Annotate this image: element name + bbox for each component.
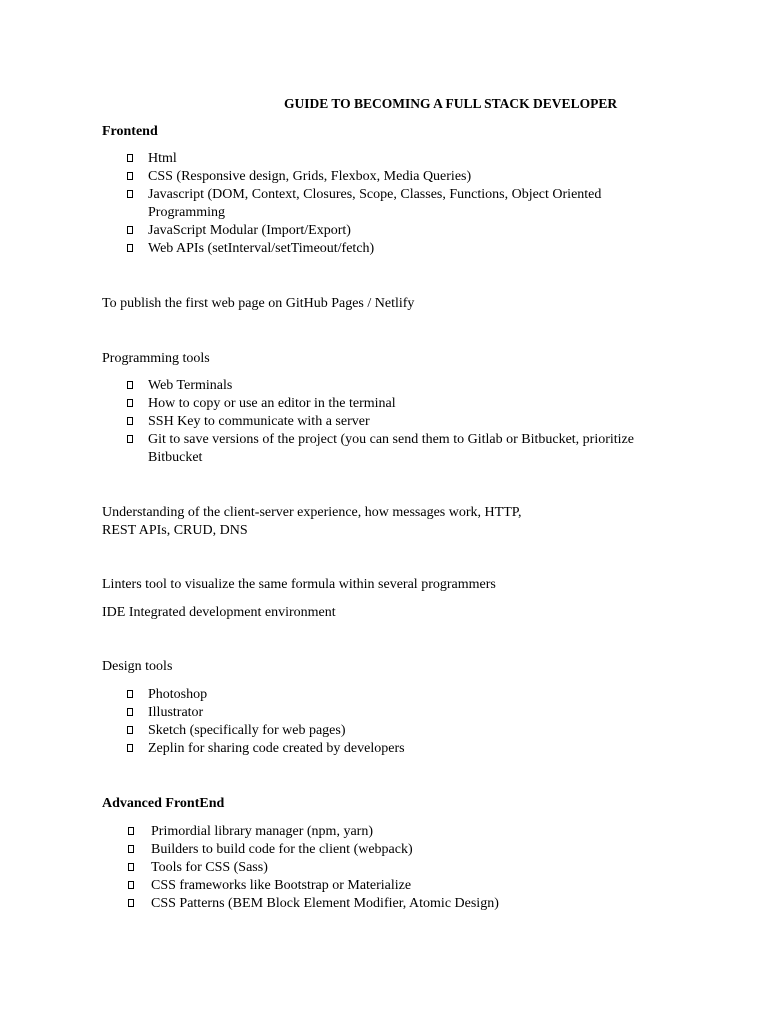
bullet-box-icon <box>128 881 134 889</box>
frontend-list <box>127 150 687 258</box>
list-item: CSS (Responsive design, Grids, Flexbox, Media Queries) <box>127 168 687 186</box>
bullet-box-icon <box>127 244 133 252</box>
bullet-box-icon <box>127 399 133 407</box>
list-item: Photoshop <box>127 686 687 704</box>
bullet-box-icon <box>128 863 134 871</box>
bullet-box-icon <box>127 172 133 180</box>
client-server-text-line2: REST APIs, CRUD, DNS <box>102 523 248 538</box>
list-item: How to copy or use an editor in the terminal <box>127 395 687 413</box>
bullet-box-icon <box>128 827 134 835</box>
bullet-box-icon <box>127 190 133 198</box>
linters-text: Linters tool to visualize the same formula within several programmers <box>102 577 496 592</box>
bullet-box-icon <box>127 417 133 425</box>
bullet-box-icon <box>127 381 133 389</box>
bullet-box-icon <box>128 845 134 853</box>
page-title: GUIDE TO BECOMING A FULL STACK DEVELOPER <box>284 96 618 111</box>
publish-text: To publish the first web page on GitHub Pages / Netlify <box>102 296 415 311</box>
list-item: Builders to build code for the client (webpack) <box>128 841 688 859</box>
list-item: Illustrator <box>127 704 687 722</box>
list-item: Tools for CSS (Sass) <box>128 859 688 877</box>
list-item: Git to save versions of the project (you can send them to Gitlab or Bitbucket, prioritize Bitbucket <box>127 431 687 467</box>
advanced-frontend-heading: Advanced FrontEnd <box>102 796 225 811</box>
bullet-box-icon <box>127 435 133 443</box>
bullet-box-icon <box>127 708 133 716</box>
list-item: Web APIs (setInterval/setTimeout/fetch) <box>127 240 687 258</box>
frontend-heading: Frontend <box>102 124 158 139</box>
ide-text: IDE Integrated development environment <box>102 605 336 620</box>
bullet-box-icon <box>127 690 133 698</box>
bullet-box-icon <box>127 154 133 162</box>
list-item: Javascript (DOM, Context, Closures, Scope, Classes, Functions, Object Oriented Programming <box>127 186 687 222</box>
design-tools-list <box>127 686 687 758</box>
programming-tools-list <box>127 377 687 467</box>
bullet-box-icon <box>127 726 133 734</box>
bullet-box-icon <box>128 899 134 907</box>
bullet-box-icon <box>127 226 133 234</box>
list-item: Html <box>127 150 687 168</box>
list-item: Web Terminals <box>127 377 687 395</box>
list-item: Primordial library manager (npm, yarn) <box>128 823 688 841</box>
programming-tools-heading: Programming tools <box>102 351 210 366</box>
list-item: CSS Patterns (BEM Block Element Modifier, Atomic Design) <box>128 895 688 913</box>
list-item: Sketch (specifically for web pages) <box>127 722 687 740</box>
list-item: Zeplin for sharing code created by developers <box>127 740 687 758</box>
list-item: CSS frameworks like Bootstrap or Materialize <box>128 877 688 895</box>
advanced-frontend-list <box>128 823 688 913</box>
client-server-text-line1: Understanding of the client-server experience, how messages work, HTTP, <box>102 505 522 520</box>
list-item: JavaScript Modular (Import/Export) <box>127 222 687 240</box>
bullet-box-icon <box>127 744 133 752</box>
list-item: SSH Key to communicate with a server <box>127 413 687 431</box>
design-tools-heading: Design tools <box>102 659 173 674</box>
